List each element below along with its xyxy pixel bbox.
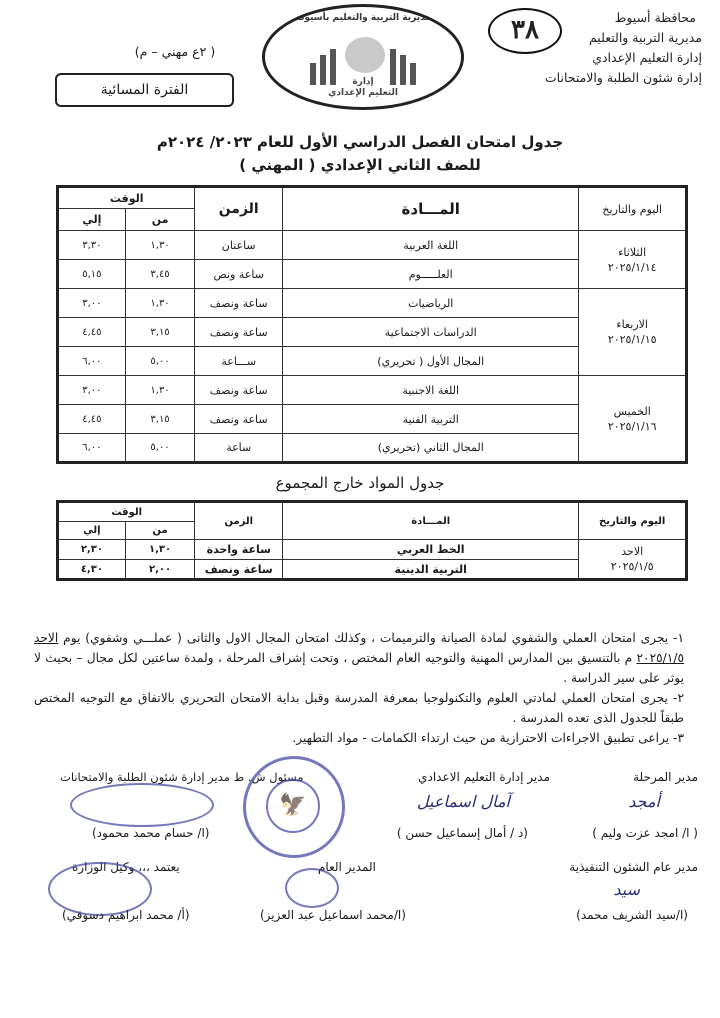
to-time-cell: ٤,٤٥	[58, 318, 126, 347]
day-date-cell	[579, 540, 687, 580]
table-row	[58, 376, 687, 405]
exam-date: ٢٠٢٥/١/١٥	[607, 333, 657, 346]
day-date-cell	[579, 231, 687, 289]
subject-cell: اللغة الاجنبية	[283, 376, 579, 405]
day-date-cell	[579, 376, 687, 463]
duration-cell: ساعة ونص	[195, 260, 283, 289]
to-time-cell: ٣,٠٠	[58, 289, 126, 318]
affairs-line: إدارة شئون الطلبة والامتحانات	[544, 70, 702, 85]
table-row	[58, 231, 687, 260]
signature-scribble	[285, 868, 339, 908]
from-time-cell: ١,٣٠	[125, 231, 195, 260]
to-time-cell: ٤,٤٥	[58, 405, 126, 434]
logo-dept-text: إدارة التعليم الإعدادي	[328, 77, 398, 98]
duration-cell: ساعة ونصف	[195, 318, 283, 347]
signature-name: (أ/ محمد ابراهيم دسوقي)	[62, 908, 190, 922]
duration-cell: ساعة ونصف	[195, 376, 283, 405]
to-time-cell: ٣,٠٠	[58, 376, 126, 405]
signature-undersecretary: يعتمد ،،، وكيل الوزارة	[72, 860, 180, 874]
header-time: الوقت	[58, 187, 195, 209]
header-duration: الزمن	[195, 502, 283, 540]
exam-date: ٢٠٢٥/١/١٦	[607, 419, 657, 433]
from-time-cell: ١,٣٠	[125, 540, 195, 560]
day-name: الخميس	[613, 404, 651, 418]
signature-name: ( ا/ امجد عزت وليم )	[592, 826, 698, 840]
table-row	[58, 540, 687, 560]
to-time-cell: ٣,٣٠	[58, 231, 126, 260]
directorate-logo	[262, 4, 464, 110]
grade-code: ( ٢ع مهني – م)	[134, 44, 216, 59]
day-name: الاحد	[621, 545, 644, 558]
subject-cell: الخط العربي	[283, 540, 579, 560]
signature-name: (ا/محمد اسماعيل عبد العزيز)	[260, 908, 406, 922]
header-from: من	[125, 209, 195, 231]
to-time-cell: ٦,٠٠	[58, 347, 126, 376]
duration-cell: ساعة واحدة	[195, 540, 283, 560]
signature-prep-director: مدير إدارة التعليم الاعدادي	[418, 770, 550, 784]
signature-scribble	[70, 783, 214, 827]
from-time-cell: ٥,٠٠	[125, 347, 195, 376]
circled-page-number: ٣٨	[488, 8, 562, 54]
duration-cell: ساعة ونصف	[195, 405, 283, 434]
subject-cell: اللغة العربية	[283, 231, 579, 260]
signature-handwriting: آمال اسماعيل	[416, 792, 510, 811]
to-time-cell: ٤,٣٠	[58, 560, 126, 580]
subject-cell: المجال الثاني (تحريري)	[283, 434, 579, 463]
header-from: من	[125, 522, 195, 540]
eagle-emblem-icon: 🦅	[266, 779, 320, 833]
subject-cell: المجال الأول ( تحريري)	[283, 347, 579, 376]
to-time-cell: ٢,٣٠	[58, 540, 126, 560]
subject-cell: التربية الفنية	[283, 405, 579, 434]
schedule-subtitle: للصف الثاني الإعدادي ( المهني )	[239, 156, 481, 174]
to-time-cell: ٦,٠٠	[58, 434, 126, 463]
official-stamp	[243, 756, 345, 858]
table-row	[58, 289, 687, 318]
period-box: الفترة المسائية	[55, 73, 234, 107]
header-to: إلي	[58, 209, 126, 231]
note-1-date: الاحد ٢٠٢٥/١/٥	[34, 631, 684, 665]
signature-handwriting: أمجد	[628, 792, 660, 811]
header-time: الوقت	[58, 502, 195, 522]
header-authority-block	[492, 8, 702, 88]
duration-cell: ساعة ونصف	[195, 289, 283, 318]
from-time-cell: ٢,٠٠	[125, 560, 195, 580]
header-to: إلي	[58, 522, 126, 540]
outside-total-title: جدول المواد خارج المجموع	[275, 474, 445, 492]
subject-cell: العلـــــوم	[283, 260, 579, 289]
subject-cell: الرياضيات	[283, 289, 579, 318]
exam-date: ٢٠٢٥/١/٥	[610, 560, 654, 573]
header-day-date: اليوم والتاريخ	[579, 187, 687, 231]
note-3: ٣- يراعى تطبيق الاجراءات الاحترازية من حيث ارتداء الكمامات - مواد التطهير.	[292, 731, 684, 745]
signature-name: (ا/ حسام محمد محمود)	[92, 826, 210, 840]
main-exam-table	[56, 185, 688, 464]
day-name: الاربعاء	[616, 318, 648, 331]
signature-name: (ا/سيد الشريف محمد)	[576, 908, 688, 922]
day-name: الثلاثاء	[618, 245, 647, 259]
day-date-cell	[579, 289, 687, 376]
from-time-cell: ٣,١٥	[125, 405, 195, 434]
duration-cell: ساعة	[195, 434, 283, 463]
header-day-date: اليوم والتاريخ	[579, 502, 687, 540]
subject-cell: الدراسات الاجتماعية	[283, 318, 579, 347]
department-line: إدارة التعليم الإعدادي	[592, 50, 702, 65]
header-duration: الزمن	[195, 187, 283, 231]
from-time-cell: ١,٣٠	[125, 289, 195, 318]
note-1: ١- يجرى امتحان العملي والشفوي لمادة الصيانة والترميمات ، وكذلك امتحان المجال الاول والثانى ( عملـــي وشفوي) يوم الاحد ٢٠٢٥/١/٥ م بالتنسيق بين المدارس المهنية والتوجيه العام المختص ، وتحت إشراف المرحلة ، ولمدة ساعتين لكل مجال – بحيث لا يوثر على سير الدراسة .	[34, 631, 684, 685]
from-time-cell: ١,٣٠	[125, 376, 195, 405]
governorate-line: محافظة أسيوط	[614, 10, 696, 25]
to-time-cell: ٥,١٥	[58, 260, 126, 289]
signature-exec-director: مدير عام الشئون التنفيذية	[569, 860, 698, 874]
signature-handwriting: سيد	[613, 880, 640, 899]
outside-total-table	[56, 500, 688, 581]
duration-cell: ساعة ونصف	[195, 560, 283, 580]
subject-cell: التربية الدينية	[283, 560, 579, 580]
header-subject: المـــادة	[283, 502, 579, 540]
logo-arc-text: مديرية التربية والتعليم بأسيوط	[295, 13, 431, 23]
duration-cell: ســـاعة	[195, 347, 283, 376]
from-time-cell: ٣,٤٥	[125, 260, 195, 289]
directorate-line: مديرية التربية والتعليم	[588, 30, 702, 45]
duration-cell: ساعتان	[195, 231, 283, 260]
exam-date: ٢٠٢٥/١/١٤	[607, 260, 657, 274]
note-2: ٢- يجرى امتحان العملي لمادتي العلوم والتكنولوجيا بمعرفة المدرسة وقبل بداية الامتحان التحريري بالاتفاق مع التوجيه المختص طبقاً للجدول الذى تعده المدرسة .	[34, 691, 684, 725]
signature-name: (د / أمال إسماعيل حسن )	[396, 826, 528, 840]
from-time-cell: ٥,٠٠	[125, 434, 195, 463]
schedule-title: جدول امتحان الفصل الدراسي الأول للعام ٢٠٢٣/ ٢٠٢٤م	[156, 133, 564, 151]
signature-general-director: المدير العام	[318, 860, 376, 874]
signature-stage-director: مدير المرحلة	[633, 770, 698, 784]
from-time-cell: ٣,١٥	[125, 318, 195, 347]
notes-section	[34, 628, 684, 748]
signature-affairs-director: مسئول ش. ط مدير إدارة شئون الطلبة والامتحانات	[60, 770, 304, 784]
header-subject: المـــادة	[283, 187, 579, 231]
